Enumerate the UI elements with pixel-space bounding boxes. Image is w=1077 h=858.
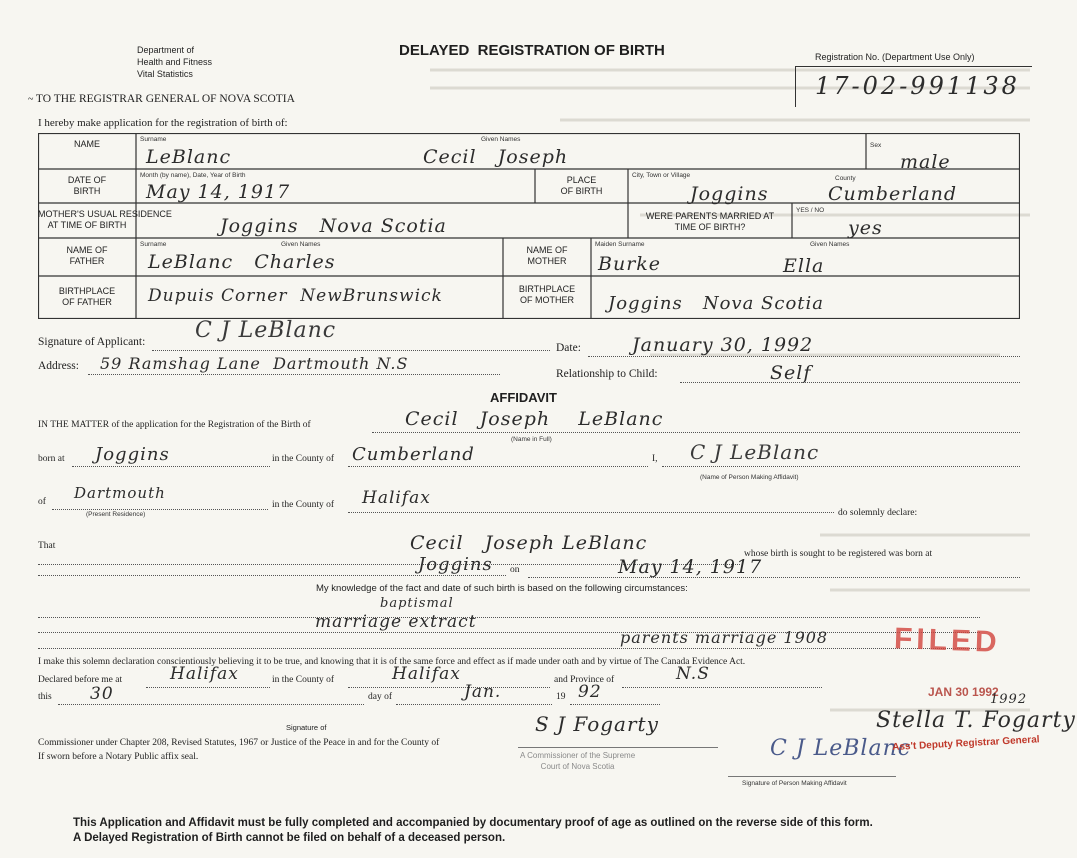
circumstance-3: parents marriage 1908 [620,628,829,647]
place-of-birth-label [535,175,628,197]
father-name-value: LeBlanc Charles [148,251,336,273]
registrar-heading: ~ TO THE REGISTRAR GENERAL OF NOVA SCOTIA [28,93,295,105]
person-signature-caption: Signature of Person Making Affidavit [742,780,847,787]
registration-number-label: Registration No. (Department Use Only) [815,52,975,62]
born-county-value: Cumberland [352,444,475,465]
province-line [622,687,822,688]
city-caption: City, Town or Village [632,172,691,179]
registrar-heading-text: TO THE REGISTRAR GENERAL OF NOVA SCOTIA [35,93,295,105]
surname-caption: Surname [140,136,167,143]
of-county-label: in the County of [272,500,335,510]
born-date-value: May 14, 1917 [618,556,763,578]
city-value: Joggins [690,183,769,205]
that-label: That [38,541,56,551]
born-at-label: born at [38,454,65,464]
year-line [570,704,660,705]
born-at-value: Joggins [95,444,170,465]
of-county-value: Halifax [362,488,431,508]
person-caption: (Name of Person Making Affidavit) [700,474,799,481]
matter-line [372,432,1020,433]
applicant-details-grid [38,133,1020,319]
address-value: 59 Ramshag Lane Dartmouth N.S [100,354,409,373]
application-line: I hereby make application for the registration of birth of: [38,117,288,129]
department-name [137,44,212,80]
label-line: PLACE [566,175,597,185]
whose-birth-text: whose birth is sought to be registered was born at [744,549,933,559]
label-line: OF MOTHER [520,295,574,305]
address-label: Address: [38,360,79,372]
circumstance-2: marriage extract [315,612,477,632]
commissioner-text: Commissioner under Chapter 208, Revised Statutes, 1967 or Justice of the Peace in and for the County of [38,738,440,748]
on-label: on [510,565,520,575]
circumstance-line-2 [38,632,980,633]
solemn-declaration: I make this solemn declaration conscientiously believing it to be true, and knowing that it is of the same force and effect as if made under oath and by virtue of The Canada Evidence Act. [38,657,746,667]
label-line: BIRTHPLACE [518,284,576,294]
address-line [88,374,500,375]
province-value: N.S [676,664,710,684]
circumstance-1: baptismal [380,596,454,611]
father-birthplace-label [38,286,136,308]
registrar-title: Ass't Deputy Registrar General [892,734,1040,753]
dob-value: May 14, 1917 [146,181,291,203]
born-county-label: in the County of [272,454,335,464]
declared-county-label: in the County of [272,675,335,685]
present-residence-caption: (Present Residence) [86,511,146,518]
married-value: yes [848,217,883,239]
applicant-date-value: January 30, 1992 [632,334,814,356]
affidavit-title: AFFIDAVIT [490,390,557,405]
label-line: DATE OF [67,175,107,185]
filed-year-handwritten: 1992 [990,692,1028,707]
label-line: FATHER [69,256,105,266]
department-line: Department of [137,45,195,55]
label-line: TIME OF BIRTH? [674,222,746,232]
declared-county-line [348,687,550,688]
label-line: OF FATHER [62,297,112,307]
matter-text: IN THE MATTER of the application for the Registration of the Birth of [38,420,311,430]
given-names-caption: Given Names [481,136,521,143]
circumstance-line-1 [38,617,980,618]
born-date-line [528,577,1020,578]
applicant-date-line [588,356,1020,357]
father-name-label [38,245,136,267]
mother-surname-value: Burke [598,253,662,275]
declared-line [146,687,270,688]
applicant-signature-line [152,350,550,351]
dob-caption: Month (by name), Date, Year of Birth [140,172,246,179]
signature-of-caption: Signature of [286,723,327,732]
label-line: MOTHER [527,256,567,266]
maiden-surname-caption: Maiden Surname [595,241,645,248]
of-label: of [38,497,46,507]
applicant-signature-label: Signature of Applicant: [38,336,146,348]
date-of-birth-label [38,175,136,197]
mother-given-value: Ella [783,255,825,277]
notary-text: If sworn before a Notary Public affix seal. [38,752,199,762]
year-value: 92 [578,682,602,702]
label-line: NAME OF [66,245,108,255]
that-value: Cecil Joseph LeBlanc [410,532,648,554]
footer-note-1: This Application and Affidavit must be fully completed and accompanied by documentary proof of age as outlined on the reverse side of this form. [73,817,873,829]
province-label: and Province of [554,675,615,685]
mother-name-label [503,245,591,267]
sex-caption: Sex [870,142,882,149]
parents-married-label [628,211,792,233]
born-county-line [348,466,648,467]
label-line: MOTHER'S USUAL RESIDENCE [38,209,172,219]
i-label: I, [652,454,658,464]
of-value: Dartmouth [74,484,166,502]
mother-given-caption: Given Names [810,241,850,248]
mother-residence-value: Joggins Nova Scotia [220,215,447,237]
of-line [52,509,268,510]
yes-no-caption: YES / NO [796,207,825,214]
born-place-line [38,575,506,576]
surname-value: LeBlanc [146,146,232,168]
matter-value: Cecil Joseph LeBlanc [405,408,664,430]
father-given-caption: Given Names [281,241,321,248]
commissioner-stamp [520,750,635,772]
father-birthplace-value: Dupuis Corner NewBrunswick [148,286,443,306]
day-of-label: day of [368,692,393,702]
sex-value: male [900,151,951,173]
department-line: Vital Statistics [137,69,193,79]
county-value: Cumberland [828,183,958,205]
stamp-line: A Commissioner of the Supreme [520,751,636,760]
born-place-value: Joggins [418,554,493,575]
year-prefix: 19 [556,692,566,702]
mother-birthplace-value: Joggins Nova Scotia [608,293,825,314]
of-county-line [348,512,834,513]
circumstance-line-3 [38,648,980,649]
form-title: DELAYED REGISTRATION OF BIRTH [399,42,665,59]
mother-residence-label [38,209,172,231]
label-line: OF BIRTH [560,186,603,196]
footer-note-2: A Delayed Registration of Birth cannot be filed on behalf of a deceased person. [73,832,506,844]
applicant-date-label: Date: [556,342,581,354]
county-caption: County [835,175,856,182]
person-signature: C J LeBlanc [770,736,912,761]
relationship-label: Relationship to Child: [556,368,658,380]
relationship-value: Self [770,362,812,384]
filed-stamp: FILED [893,622,1002,659]
day-value: 30 [90,684,114,704]
person-value: C J LeBlanc [690,440,820,464]
relationship-line [680,382,1020,383]
department-line: Health and Fitness [137,57,213,67]
mother-birthplace-label [503,284,591,306]
person-signature-line [728,776,896,777]
father-surname-caption: Surname [140,241,167,248]
declared-label: Declared before me at [38,675,123,685]
knowledge-text: My knowledge of the fact and date of such birth is based on the following circumstances: [316,583,688,594]
registration-number-value: 17-02-991138 [815,72,1020,100]
day-line [58,704,364,705]
person-line [662,466,1020,467]
declared-county-value: Halifax [392,664,461,684]
commissioner-line [518,747,718,748]
filed-date-stamp: JAN 30 1992 [928,685,999,699]
this-label: this [38,692,52,702]
name-in-full-caption: (Name in Full) [511,436,552,443]
born-at-line [72,466,270,467]
label-line: BIRTH [73,186,101,196]
name-label: NAME [73,139,100,149]
registrar-signature: Stella T. Fogarty [876,708,1076,733]
declared-value: Halifax [170,664,239,684]
month-value: Jan. [464,682,502,702]
declare-text: do solemnly declare: [838,508,918,518]
label-line: AT TIME OF BIRTH [47,220,127,230]
label-line: BIRTHPLACE [58,286,116,296]
given-names-value: Cecil Joseph [423,146,569,168]
commissioner-signature: S J Fogarty [535,712,659,736]
applicant-signature-value: C J LeBlanc [195,318,337,343]
month-line [396,704,552,705]
stamp-line: Court of Nova Scotia [540,762,615,771]
label-line: NAME OF [526,245,568,255]
label-line: WERE PARENTS MARRIED AT [645,211,775,221]
